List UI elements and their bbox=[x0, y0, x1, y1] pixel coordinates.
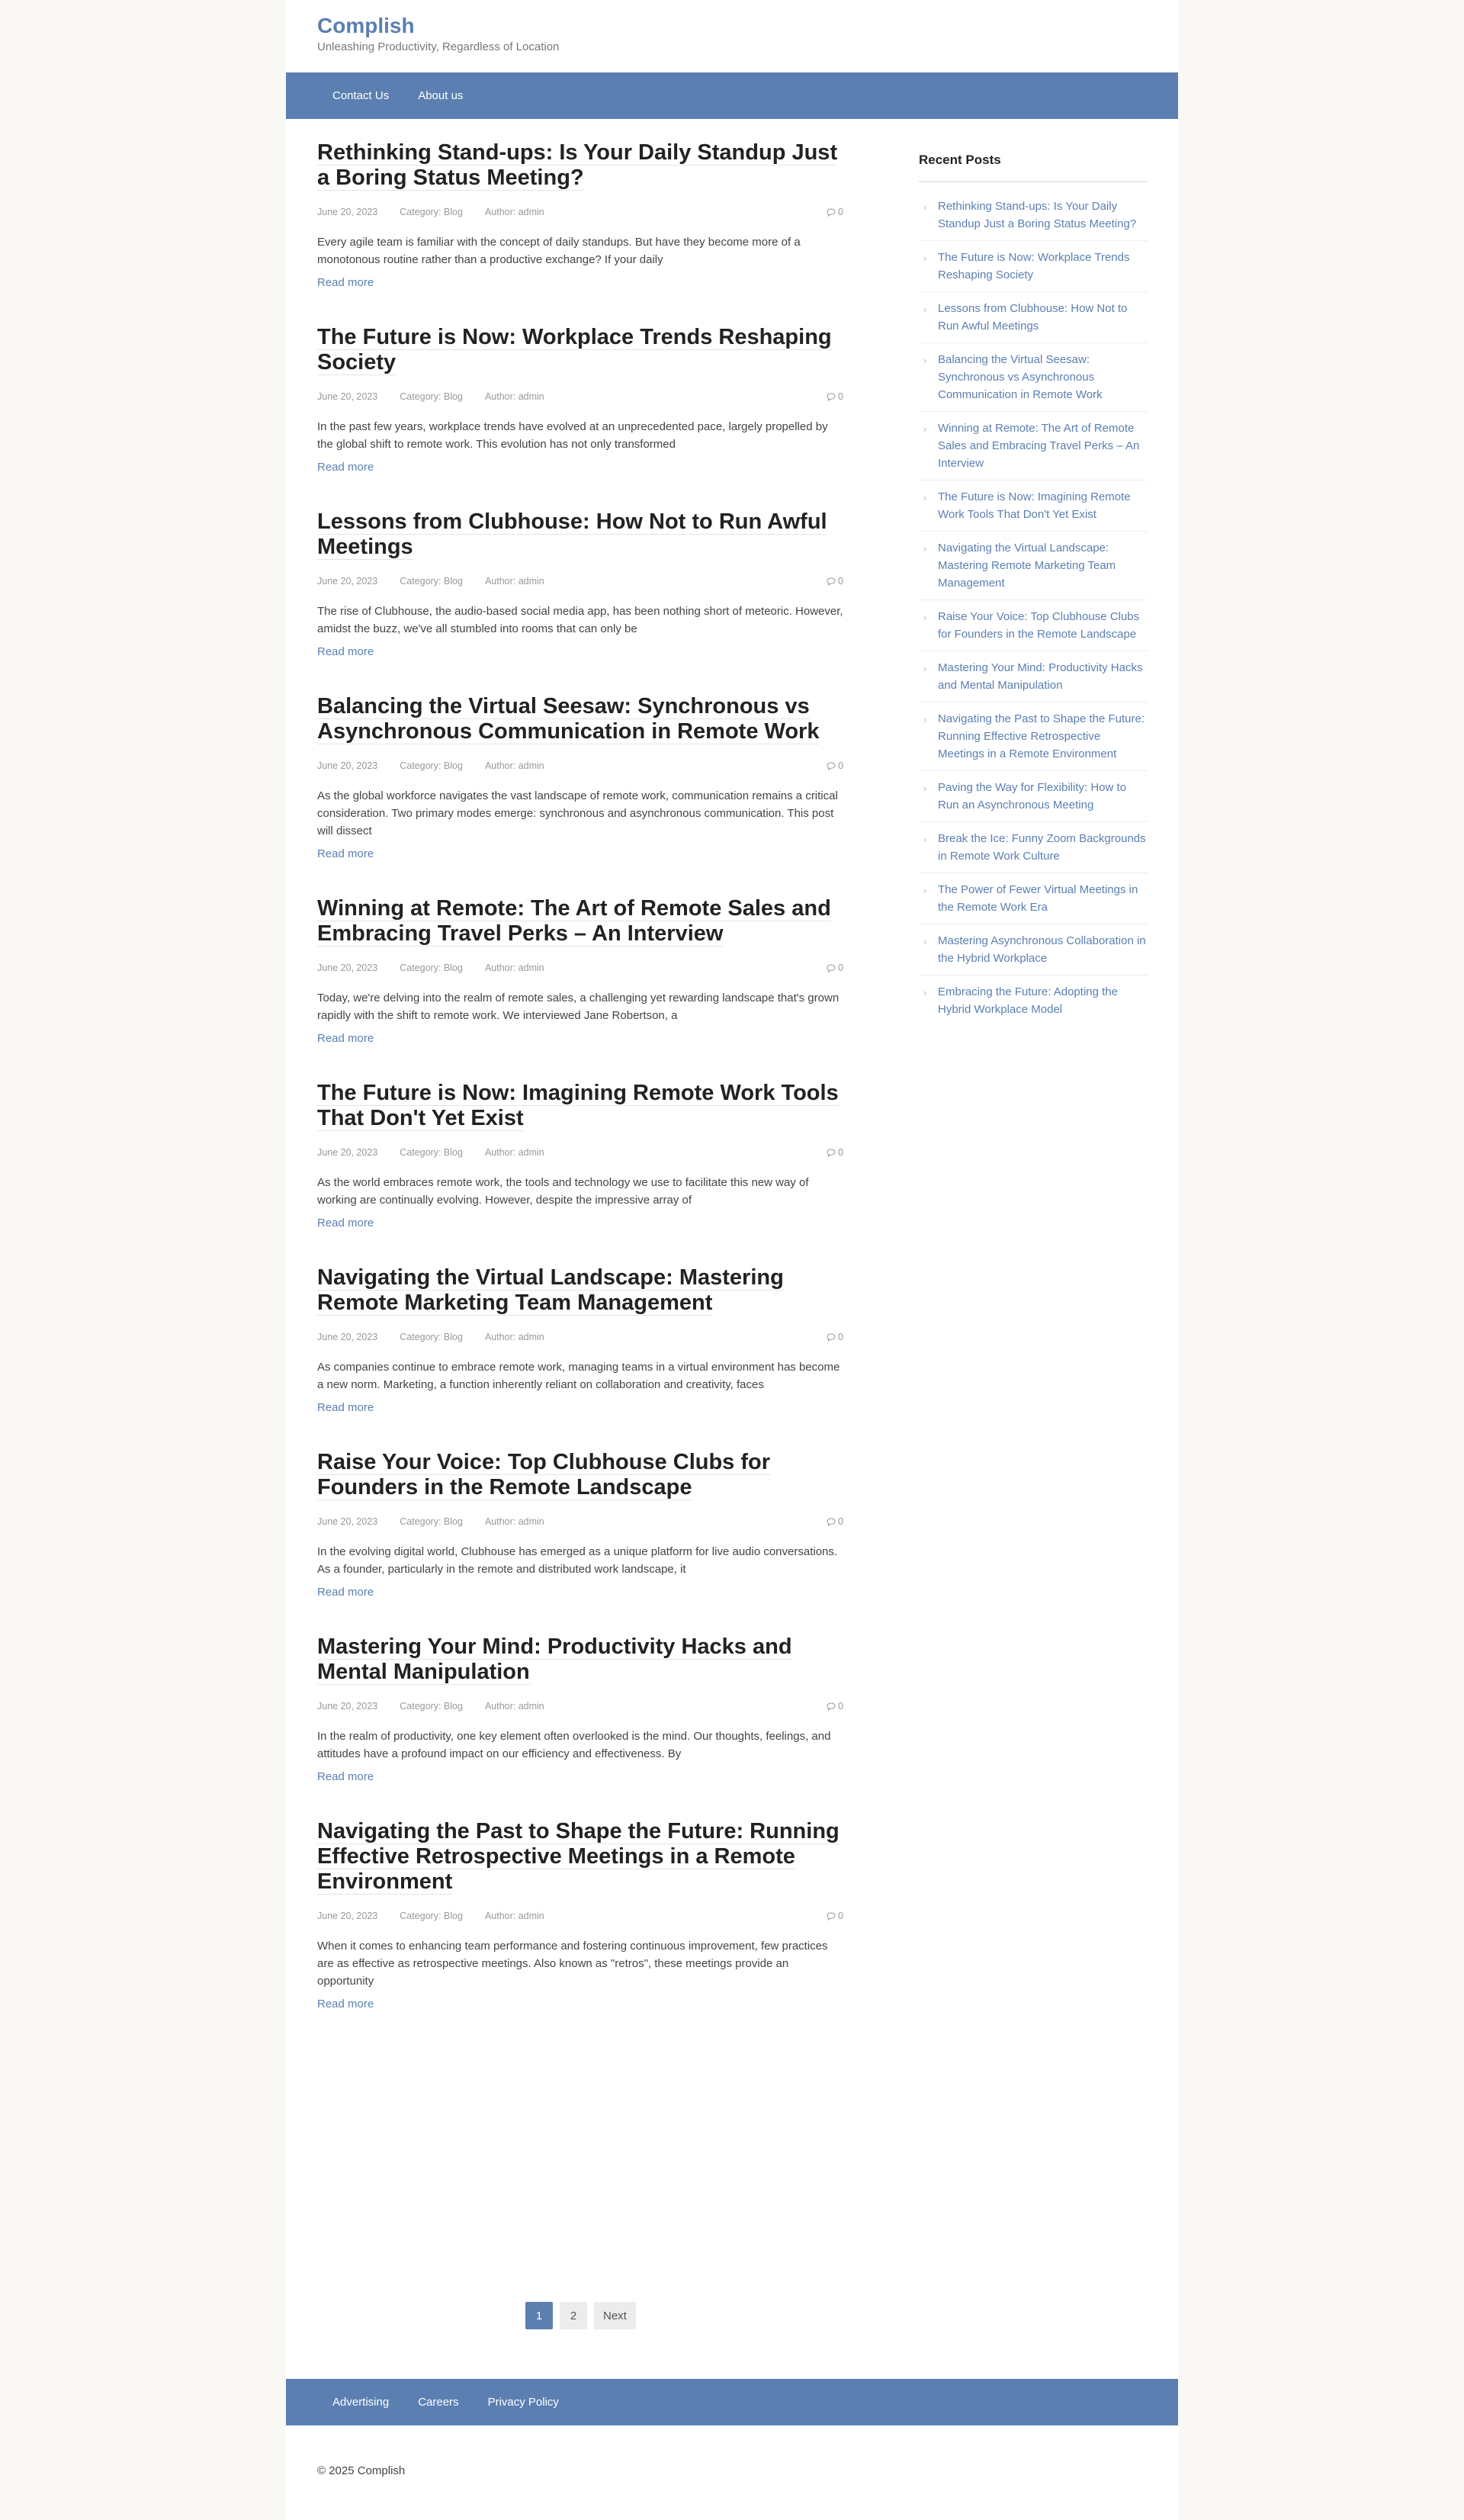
comment-count: 0 bbox=[838, 1516, 843, 1527]
recent-post-link[interactable]: Rethinking Stand-ups: Is Your Daily Standup Just a Boring Status Meeting? bbox=[938, 200, 1137, 230]
post-title[interactable]: Mastering Your Mind: Productivity Hacks and Mental Manipulation bbox=[317, 1634, 792, 1684]
post-meta bbox=[317, 758, 843, 773]
chevron-right-icon: › bbox=[923, 543, 927, 554]
read-more-link[interactable]: Read more bbox=[317, 847, 374, 860]
comment-icon bbox=[827, 393, 836, 401]
read-more-link[interactable]: Read more bbox=[317, 1032, 374, 1045]
post-author[interactable]: Author: admin bbox=[484, 1701, 544, 1712]
comment-icon bbox=[827, 577, 836, 586]
post bbox=[317, 694, 843, 861]
comment-count: 0 bbox=[838, 1147, 843, 1158]
post-meta bbox=[317, 389, 843, 404]
comment-icon bbox=[827, 1149, 836, 1157]
recent-post-item bbox=[919, 532, 1148, 600]
page-1-button[interactable]: 1 bbox=[525, 2302, 553, 2329]
post-title[interactable]: Raise Your Voice: Top Clubhouse Clubs for Founders in the Remote Landscape bbox=[317, 1450, 771, 1499]
nav-item-about-us[interactable]: About us bbox=[418, 89, 464, 102]
post-title[interactable]: Winning at Remote: The Art of Remote Sales and Embracing Travel Perks – An Interview bbox=[317, 896, 831, 946]
recent-post-link[interactable]: The Power of Fewer Virtual Meetings in the Remote Work Era bbox=[938, 883, 1138, 914]
post-date[interactable]: June 20, 2023 bbox=[317, 963, 378, 973]
chevron-right-icon: › bbox=[923, 987, 927, 998]
page-container bbox=[286, 0, 1178, 2520]
recent-post-item bbox=[919, 651, 1148, 702]
read-more-link[interactable]: Read more bbox=[317, 461, 374, 474]
recent-post-item bbox=[919, 600, 1148, 651]
nav-item-contact-us[interactable]: Contact Us bbox=[332, 89, 390, 102]
post-date[interactable]: June 20, 2023 bbox=[317, 207, 378, 217]
post-author[interactable]: Author: admin bbox=[484, 963, 544, 973]
post-category[interactable]: Category: Blog bbox=[400, 1911, 463, 1921]
recent-post-item bbox=[919, 702, 1148, 771]
post-title[interactable]: The Future is Now: Imagining Remote Work Tools That Don't Yet Exist bbox=[317, 1081, 839, 1130]
post-excerpt: In the realm of productivity, one key element often overlooked is the mind. Our thoughts, feelings, and attitudes have a profound impact on our efficiency and effectiveness. By bbox=[317, 1730, 831, 1760]
post-title[interactable]: Rethinking Stand-ups: Is Your Daily Standup Just a Boring Status Meeting? bbox=[317, 140, 838, 190]
recent-post-link[interactable]: Mastering Your Mind: Productivity Hacks and Mental Manipulation bbox=[938, 661, 1143, 692]
post-title[interactable]: The Future is Now: Workplace Trends Reshaping Society bbox=[317, 325, 832, 374]
main-nav bbox=[286, 72, 1178, 119]
post-comments[interactable] bbox=[827, 760, 843, 771]
post-list bbox=[317, 119, 843, 2011]
chevron-right-icon: › bbox=[923, 936, 927, 947]
comment-count: 0 bbox=[838, 207, 843, 217]
comment-count: 0 bbox=[838, 963, 843, 973]
post bbox=[317, 1634, 843, 1784]
comment-count: 0 bbox=[838, 760, 843, 771]
post-date[interactable]: June 20, 2023 bbox=[317, 1147, 378, 1158]
recent-post-item bbox=[919, 241, 1148, 292]
recent-post-link[interactable]: The Future is Now: Workplace Trends Reshaping Society bbox=[938, 251, 1130, 281]
chevron-right-icon: › bbox=[923, 423, 927, 435]
site-title-link[interactable]: Complish bbox=[317, 14, 415, 37]
post-comments[interactable] bbox=[827, 1701, 843, 1712]
post-title[interactable]: Navigating the Past to Shape the Future: Running Effective Retrospective Meetings in a Remote Environment bbox=[317, 1819, 840, 1894]
post-meta bbox=[317, 1514, 843, 1529]
site-title[interactable] bbox=[317, 14, 415, 38]
comment-count: 0 bbox=[838, 1911, 843, 1921]
read-more-link[interactable]: Read more bbox=[317, 1401, 374, 1414]
post bbox=[317, 1265, 843, 1415]
post-author[interactable]: Author: admin bbox=[484, 1911, 544, 1921]
recent-post-item bbox=[919, 190, 1148, 241]
post-excerpt: As the global workforce navigates the vast landscape of remote work, communication remains a critical consideration. Two primary modes emerge: synchronous and asynchronous communication. This post will dissect bbox=[317, 789, 838, 837]
recent-post-link[interactable]: Embracing the Future: Adopting the Hybrid Workplace Model bbox=[938, 985, 1118, 1016]
post-comments[interactable] bbox=[827, 1147, 843, 1158]
post-meta bbox=[317, 574, 843, 589]
post-date[interactable]: June 20, 2023 bbox=[317, 760, 378, 771]
post-excerpt: Today, we're delving into the realm of remote sales, a challenging yet rewarding landscape that's grown rapidly with the shift to remote work. We interviewed Jane Robertson, a bbox=[317, 992, 840, 1022]
post-meta bbox=[317, 1908, 843, 1924]
post bbox=[317, 325, 843, 474]
footer-link-privacy-policy[interactable]: Privacy Policy bbox=[487, 2396, 559, 2409]
chevron-right-icon: › bbox=[923, 663, 927, 674]
chevron-right-icon: › bbox=[923, 834, 927, 845]
post-excerpt: The rise of Clubhouse, the audio-based social media app, has been nothing short of meteoric. However, amidst the buzz, we've all stumbled into rooms that can only be bbox=[317, 605, 843, 635]
chevron-right-icon: › bbox=[923, 304, 927, 315]
post-excerpt: In the past few years, workplace trends have evolved at an unprecedented pace, largely propelled by the global shift to remote work. This evolution has not only transformed bbox=[317, 420, 828, 451]
recent-post-link[interactable]: Mastering Asynchronous Collaboration in the Hybrid Workplace bbox=[938, 934, 1146, 965]
recent-post-link[interactable]: Winning at Remote: The Art of Remote Sales and Embracing Travel Perks – An Interview bbox=[938, 422, 1140, 470]
recent-post-link[interactable]: Navigating the Past to Shape the Future: Running Effective Retrospective Meetings in a Remote Environment bbox=[938, 712, 1145, 760]
footer-link-careers[interactable]: Careers bbox=[418, 2396, 459, 2409]
post bbox=[317, 1819, 843, 2011]
post bbox=[317, 140, 843, 290]
recent-posts-title: Recent Posts bbox=[919, 153, 1148, 182]
comment-count: 0 bbox=[838, 1701, 843, 1712]
post-excerpt: In the evolving digital world, Clubhouse has emerged as a unique platform for live audio conversations. As a founder, particularly in the remote and distributed work landscape, it bbox=[317, 1545, 838, 1576]
footer-nav bbox=[286, 2379, 1178, 2425]
post-category[interactable]: Category: Blog bbox=[400, 576, 463, 587]
recent-post-link[interactable]: Lessons from Clubhouse: How Not to Run Awful Meetings bbox=[938, 302, 1128, 333]
recent-post-link[interactable]: Raise Your Voice: Top Clubhouse Clubs for Founders in the Remote Landscape bbox=[938, 610, 1140, 641]
post-meta bbox=[317, 1329, 843, 1345]
post-date[interactable]: June 20, 2023 bbox=[317, 1516, 378, 1527]
post-category[interactable]: Category: Blog bbox=[400, 1701, 463, 1712]
recent-post-link[interactable]: Balancing the Virtual Seesaw: Synchronous vs Asynchronous Communication in Remote Work bbox=[938, 353, 1103, 401]
chevron-right-icon: › bbox=[923, 201, 927, 213]
post-excerpt: As the world embraces remote work, the tools and technology we use to facilitate this new way of working are continually evolving. However, despite the impressive array of bbox=[317, 1176, 809, 1207]
comment-count: 0 bbox=[838, 576, 843, 587]
post-author[interactable]: Author: admin bbox=[484, 207, 544, 217]
chevron-right-icon: › bbox=[923, 783, 927, 794]
read-more-link[interactable]: Read more bbox=[317, 1217, 374, 1229]
read-more-link[interactable]: Read more bbox=[317, 645, 374, 658]
post-title[interactable]: Lessons from Clubhouse: How Not to Run Awful Meetings bbox=[317, 509, 827, 559]
chevron-right-icon: › bbox=[923, 612, 927, 623]
post-comments[interactable] bbox=[827, 1911, 843, 1921]
comment-icon bbox=[827, 762, 836, 770]
post bbox=[317, 509, 843, 659]
post-category[interactable]: Category: Blog bbox=[400, 1516, 463, 1527]
recent-post-link[interactable]: Break the Ice: Funny Zoom Backgrounds in Remote Work Culture bbox=[938, 832, 1146, 863]
post-author[interactable]: Author: admin bbox=[484, 1516, 544, 1527]
page-2-button[interactable]: 2 bbox=[560, 2302, 587, 2329]
post-title[interactable]: Balancing the Virtual Seesaw: Synchronous vs Asynchronous Communication in Remote Work bbox=[317, 694, 820, 744]
post bbox=[317, 896, 843, 1046]
post-excerpt: When it comes to enhancing team performance and fostering continuous improvement, few practices are as effective as retrospective meetings. Also known as "retros", these meetings provide an opportunity bbox=[317, 1940, 828, 1988]
recent-post-link[interactable]: Navigating the Virtual Landscape: Mastering Remote Marketing Team Management bbox=[938, 542, 1116, 590]
next-page-button[interactable]: Next bbox=[594, 2302, 636, 2329]
site-tagline: Unleashing Productivity, Regardless of Location bbox=[317, 40, 560, 53]
post-date[interactable]: June 20, 2023 bbox=[317, 1701, 378, 1712]
recent-post-item bbox=[919, 976, 1148, 1026]
post-author[interactable]: Author: admin bbox=[484, 1332, 544, 1342]
site-header bbox=[286, 0, 1178, 72]
post-excerpt: As companies continue to embrace remote work, managing teams in a virtual environment has become a new norm. Marketing, a function inherently reliant on collaboration and creativity, faces bbox=[317, 1361, 840, 1391]
post-category[interactable]: Category: Blog bbox=[400, 207, 463, 217]
chevron-right-icon: › bbox=[923, 492, 927, 503]
recent-post-item bbox=[919, 292, 1148, 343]
sidebar bbox=[919, 153, 1148, 1026]
post-comments[interactable] bbox=[827, 391, 843, 402]
post-comments[interactable] bbox=[827, 1332, 843, 1342]
post bbox=[317, 1450, 843, 1599]
recent-post-item bbox=[919, 873, 1148, 924]
post-category[interactable]: Category: Blog bbox=[400, 760, 463, 771]
comment-icon bbox=[827, 208, 836, 217]
recent-post-item bbox=[919, 412, 1148, 481]
recent-post-link[interactable]: The Future is Now: Imagining Remote Work Tools That Don't Yet Exist bbox=[938, 490, 1131, 521]
post-category[interactable]: Category: Blog bbox=[400, 963, 463, 973]
chevron-right-icon: › bbox=[923, 714, 927, 725]
post-date[interactable]: June 20, 2023 bbox=[317, 1911, 378, 1921]
recent-post-link[interactable]: Paving the Way for Flexibility: How to Run an Asynchronous Meeting bbox=[938, 781, 1127, 812]
recent-post-item bbox=[919, 924, 1148, 976]
recent-post-item bbox=[919, 481, 1148, 532]
read-more-link[interactable]: Read more bbox=[317, 1998, 374, 2011]
recent-post-item bbox=[919, 343, 1148, 412]
read-more-link[interactable]: Read more bbox=[317, 276, 374, 289]
comment-icon bbox=[827, 1702, 836, 1711]
pagination bbox=[525, 2302, 636, 2329]
footer-link-advertising[interactable]: Advertising bbox=[332, 2396, 390, 2409]
post-date[interactable]: June 20, 2023 bbox=[317, 576, 378, 587]
comment-icon bbox=[827, 1518, 836, 1526]
comment-icon bbox=[827, 1912, 836, 1921]
post-category[interactable]: Category: Blog bbox=[400, 1332, 463, 1342]
post-author[interactable]: Author: admin bbox=[484, 576, 544, 587]
chevron-right-icon: › bbox=[923, 355, 927, 366]
post-meta bbox=[317, 1699, 843, 1714]
post-excerpt: Every agile team is familiar with the concept of daily standups. But have they become more of a monotonous routine rather than a productive exchange? If your daily bbox=[317, 236, 801, 266]
comment-icon bbox=[827, 1333, 836, 1342]
post-meta bbox=[317, 1145, 843, 1160]
read-more-link[interactable]: Read more bbox=[317, 1770, 374, 1783]
post-comments[interactable] bbox=[827, 207, 843, 217]
copyright: © 2025 Complish bbox=[317, 2464, 406, 2477]
comment-count: 0 bbox=[838, 1332, 843, 1342]
post-author[interactable]: Author: admin bbox=[484, 760, 544, 771]
comment-count: 0 bbox=[838, 391, 843, 402]
post-author[interactable]: Author: admin bbox=[484, 1147, 544, 1158]
post-meta bbox=[317, 960, 843, 976]
read-more-link[interactable]: Read more bbox=[317, 1586, 374, 1599]
post-title[interactable]: Navigating the Virtual Landscape: Mastering Remote Marketing Team Management bbox=[317, 1265, 784, 1315]
post-comments[interactable] bbox=[827, 576, 843, 587]
chevron-right-icon: › bbox=[923, 885, 927, 896]
recent-post-item bbox=[919, 822, 1148, 873]
post bbox=[317, 1081, 843, 1230]
post-date[interactable]: June 20, 2023 bbox=[317, 1332, 378, 1342]
chevron-right-icon: › bbox=[923, 252, 927, 264]
recent-posts-list bbox=[919, 190, 1148, 1026]
post-comments[interactable] bbox=[827, 1516, 843, 1527]
post-category[interactable]: Category: Blog bbox=[400, 1147, 463, 1158]
post-author[interactable]: Author: admin bbox=[484, 391, 544, 402]
post-category[interactable]: Category: Blog bbox=[400, 391, 463, 402]
post-meta bbox=[317, 204, 843, 220]
comment-icon bbox=[827, 964, 836, 972]
recent-post-item bbox=[919, 771, 1148, 822]
post-comments[interactable] bbox=[827, 963, 843, 973]
post-date[interactable]: June 20, 2023 bbox=[317, 391, 378, 402]
